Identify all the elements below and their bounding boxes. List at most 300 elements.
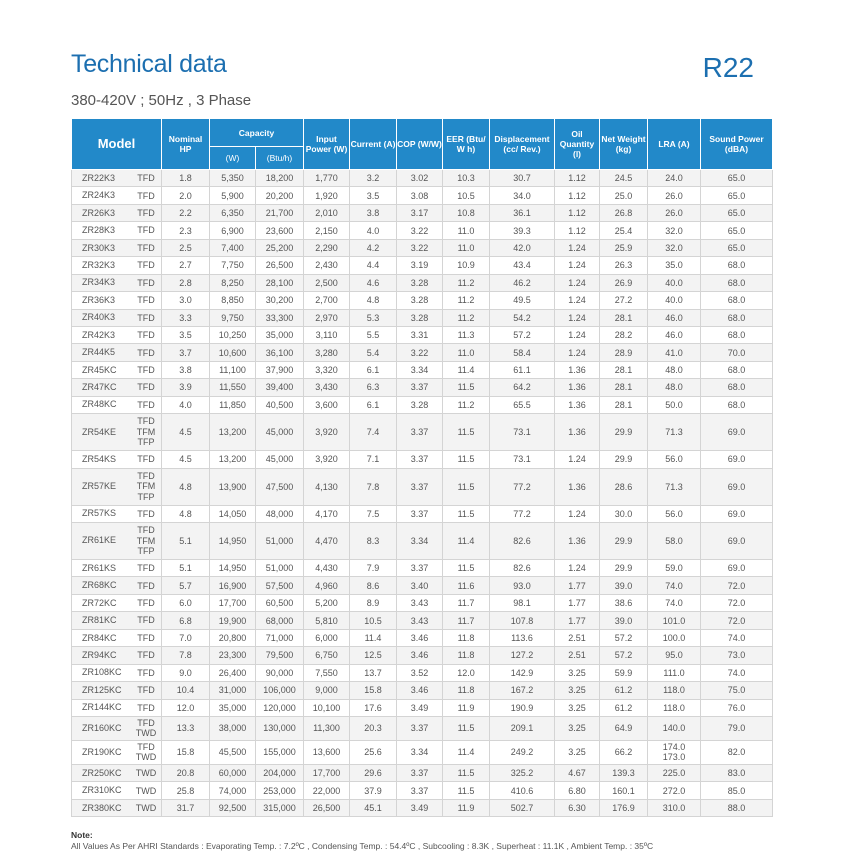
current-cell: 20.3 bbox=[350, 716, 397, 740]
lra-cell: 48.0 bbox=[648, 379, 701, 396]
nominal-hp-cell: 20.8 bbox=[162, 764, 210, 781]
sound-power-cell: 68.0 bbox=[701, 309, 773, 326]
net-weight-cell: 29.9 bbox=[600, 523, 648, 560]
oil-quantity-cell: 1.24 bbox=[555, 309, 600, 326]
nominal-hp-cell: 6.0 bbox=[162, 594, 210, 611]
sound-power-cell: 88.0 bbox=[701, 799, 773, 816]
current-cell: 37.9 bbox=[350, 782, 397, 799]
sound-power-cell: 65.0 bbox=[701, 222, 773, 239]
oil-quantity-cell: 1.36 bbox=[555, 379, 600, 396]
capacity-btu-cell: 79,500 bbox=[256, 647, 304, 664]
nominal-hp-cell: 13.3 bbox=[162, 716, 210, 740]
displacement-cell: 249.2 bbox=[490, 740, 555, 764]
cop-cell: 3.28 bbox=[397, 274, 443, 291]
eer-cell: 11.2 bbox=[443, 292, 490, 309]
input-power-cell: 2,700 bbox=[304, 292, 350, 309]
lra-cell: 46.0 bbox=[648, 326, 701, 343]
net-weight-cell: 64.9 bbox=[600, 716, 648, 740]
model-cell bbox=[72, 292, 162, 309]
lra-cell: 26.0 bbox=[648, 187, 701, 204]
oil-quantity-cell: 1.24 bbox=[555, 326, 600, 343]
oil-quantity-cell: 1.36 bbox=[555, 361, 600, 378]
displacement-cell: 82.6 bbox=[490, 560, 555, 577]
eer-cell: 11.9 bbox=[443, 699, 490, 716]
eer-cell: 11.5 bbox=[443, 505, 490, 522]
input-power-cell: 3,600 bbox=[304, 396, 350, 413]
model-name: ZR32K3 bbox=[82, 259, 116, 270]
cop-cell: 3.34 bbox=[397, 740, 443, 764]
input-power-cell: 3,280 bbox=[304, 344, 350, 361]
capacity-btu-cell: 106,000 bbox=[256, 682, 304, 699]
model-name: ZR380KC bbox=[82, 802, 122, 813]
lra-cell: 58.0 bbox=[648, 523, 701, 560]
eer-cell: 11.2 bbox=[443, 396, 490, 413]
nominal-hp-cell: 3.9 bbox=[162, 379, 210, 396]
oil-quantity-cell: 1.24 bbox=[555, 505, 600, 522]
displacement-cell: 64.2 bbox=[490, 379, 555, 396]
nominal-hp-cell: 3.0 bbox=[162, 292, 210, 309]
cop-cell: 3.49 bbox=[397, 799, 443, 816]
sound-power-cell: 73.0 bbox=[701, 647, 773, 664]
capacity-btu-cell: 120,000 bbox=[256, 699, 304, 716]
model-name: ZR310KC bbox=[82, 785, 122, 796]
input-power-cell: 4,470 bbox=[304, 523, 350, 560]
header-displacement: Displacement (cc/ Rev.) bbox=[490, 119, 555, 170]
oil-quantity-cell: 3.25 bbox=[555, 740, 600, 764]
model-cell bbox=[72, 682, 162, 699]
net-weight-cell: 25.9 bbox=[600, 239, 648, 256]
cop-cell: 3.37 bbox=[397, 505, 443, 522]
cop-cell: 3.52 bbox=[397, 664, 443, 681]
cop-cell: 3.37 bbox=[397, 764, 443, 781]
model-name: ZR144KC bbox=[82, 702, 122, 713]
cop-cell: 3.22 bbox=[397, 222, 443, 239]
sound-power-cell: 68.0 bbox=[701, 379, 773, 396]
current-cell: 4.0 bbox=[350, 222, 397, 239]
lra-cell: 74.0 bbox=[648, 577, 701, 594]
lra-cell: 118.0 bbox=[648, 682, 701, 699]
net-weight-cell: 57.2 bbox=[600, 629, 648, 646]
input-power-cell: 5,200 bbox=[304, 594, 350, 611]
net-weight-cell: 28.1 bbox=[600, 379, 648, 396]
lra-cell: 174.0 173.0 bbox=[648, 740, 701, 764]
displacement-cell: 43.4 bbox=[490, 257, 555, 274]
capacity-w-cell: 8,850 bbox=[210, 292, 256, 309]
input-power-cell: 2,430 bbox=[304, 257, 350, 274]
table-row bbox=[72, 523, 773, 560]
net-weight-cell: 28.1 bbox=[600, 396, 648, 413]
eer-cell: 11.4 bbox=[443, 523, 490, 560]
oil-quantity-cell: 4.67 bbox=[555, 764, 600, 781]
sound-power-cell: 82.0 bbox=[701, 740, 773, 764]
model-cell bbox=[72, 222, 162, 239]
current-cell: 6.1 bbox=[350, 396, 397, 413]
model-variant: TFD bbox=[137, 685, 155, 696]
capacity-btu-cell: 51,000 bbox=[256, 523, 304, 560]
sound-power-cell: 65.0 bbox=[701, 239, 773, 256]
capacity-w-cell: 9,750 bbox=[210, 309, 256, 326]
lra-cell: 310.0 bbox=[648, 799, 701, 816]
header-lra: LRA (A) bbox=[648, 119, 701, 170]
lra-cell: 35.0 bbox=[648, 257, 701, 274]
current-cell: 7.1 bbox=[350, 451, 397, 468]
model-variant: TFD bbox=[137, 295, 155, 306]
nominal-hp-cell: 3.8 bbox=[162, 361, 210, 378]
eer-cell: 11.5 bbox=[443, 451, 490, 468]
input-power-cell: 2,500 bbox=[304, 274, 350, 291]
current-cell: 29.6 bbox=[350, 764, 397, 781]
nominal-hp-cell: 1.8 bbox=[162, 170, 210, 187]
oil-quantity-cell: 1.12 bbox=[555, 170, 600, 187]
capacity-w-cell: 7,750 bbox=[210, 257, 256, 274]
capacity-w-cell: 20,800 bbox=[210, 629, 256, 646]
header-sound-power: Sound Power (dBA) bbox=[701, 119, 773, 170]
lra-cell: 32.0 bbox=[648, 222, 701, 239]
current-cell: 25.6 bbox=[350, 740, 397, 764]
capacity-btu-cell: 25,200 bbox=[256, 239, 304, 256]
capacity-w-cell: 19,900 bbox=[210, 612, 256, 629]
net-weight-cell: 160.1 bbox=[600, 782, 648, 799]
cop-cell: 3.31 bbox=[397, 326, 443, 343]
capacity-btu-cell: 21,700 bbox=[256, 204, 304, 221]
model-variant: TFD bbox=[137, 190, 155, 201]
net-weight-cell: 59.9 bbox=[600, 664, 648, 681]
current-cell: 4.2 bbox=[350, 239, 397, 256]
lra-cell: 71.3 bbox=[648, 414, 701, 451]
table-row bbox=[72, 577, 773, 594]
table-row bbox=[72, 716, 773, 740]
capacity-btu-cell: 47,500 bbox=[256, 468, 304, 505]
input-power-cell: 5,810 bbox=[304, 612, 350, 629]
nominal-hp-cell: 7.8 bbox=[162, 647, 210, 664]
model-variant: TFD bbox=[137, 702, 155, 713]
displacement-cell: 98.1 bbox=[490, 594, 555, 611]
eer-cell: 11.6 bbox=[443, 577, 490, 594]
oil-quantity-cell: 1.77 bbox=[555, 577, 600, 594]
capacity-w-cell: 14,950 bbox=[210, 560, 256, 577]
cop-cell: 3.28 bbox=[397, 292, 443, 309]
oil-quantity-cell: 1.24 bbox=[555, 292, 600, 309]
input-power-cell: 4,130 bbox=[304, 468, 350, 505]
model-cell bbox=[72, 326, 162, 343]
cop-cell: 3.37 bbox=[397, 379, 443, 396]
model-variant: TFD bbox=[137, 508, 155, 519]
table-row bbox=[72, 764, 773, 781]
nominal-hp-cell: 4.5 bbox=[162, 451, 210, 468]
eer-cell: 10.3 bbox=[443, 170, 490, 187]
current-cell: 3.5 bbox=[350, 187, 397, 204]
model-cell bbox=[72, 740, 162, 764]
input-power-cell: 2,150 bbox=[304, 222, 350, 239]
model-variant: TFD bbox=[137, 312, 155, 323]
capacity-w-cell: 26,400 bbox=[210, 664, 256, 681]
capacity-w-cell: 7,400 bbox=[210, 239, 256, 256]
net-weight-cell: 38.6 bbox=[600, 594, 648, 611]
model-cell bbox=[72, 187, 162, 204]
nominal-hp-cell: 2.5 bbox=[162, 239, 210, 256]
input-power-cell: 2,290 bbox=[304, 239, 350, 256]
net-weight-cell: 27.2 bbox=[600, 292, 648, 309]
capacity-w-cell: 14,050 bbox=[210, 505, 256, 522]
input-power-cell: 6,000 bbox=[304, 629, 350, 646]
capacity-btu-cell: 155,000 bbox=[256, 740, 304, 764]
nominal-hp-cell: 12.0 bbox=[162, 699, 210, 716]
model-variant: TFD TFM TFP bbox=[136, 525, 156, 557]
capacity-btu-cell: 90,000 bbox=[256, 664, 304, 681]
model-cell bbox=[72, 782, 162, 799]
model-cell bbox=[72, 414, 162, 451]
table-row bbox=[72, 664, 773, 681]
displacement-cell: 65.5 bbox=[490, 396, 555, 413]
cop-cell: 3.22 bbox=[397, 239, 443, 256]
input-power-cell: 3,920 bbox=[304, 414, 350, 451]
displacement-cell: 127.2 bbox=[490, 647, 555, 664]
lra-cell: 95.0 bbox=[648, 647, 701, 664]
table-row bbox=[72, 594, 773, 611]
input-power-cell: 1,920 bbox=[304, 187, 350, 204]
sound-power-cell: 68.0 bbox=[701, 396, 773, 413]
eer-cell: 11.5 bbox=[443, 379, 490, 396]
sound-power-cell: 74.0 bbox=[701, 664, 773, 681]
displacement-cell: 113.6 bbox=[490, 629, 555, 646]
sound-power-cell: 83.0 bbox=[701, 764, 773, 781]
current-cell: 11.4 bbox=[350, 629, 397, 646]
model-cell bbox=[72, 577, 162, 594]
oil-quantity-cell: 2.51 bbox=[555, 647, 600, 664]
model-name: ZR250KC bbox=[82, 767, 122, 778]
current-cell: 7.9 bbox=[350, 560, 397, 577]
eer-cell: 11.9 bbox=[443, 799, 490, 816]
oil-quantity-cell: 3.25 bbox=[555, 699, 600, 716]
net-weight-cell: 28.9 bbox=[600, 344, 648, 361]
capacity-btu-cell: 68,000 bbox=[256, 612, 304, 629]
model-name: ZR40K3 bbox=[82, 312, 116, 323]
cop-cell: 3.28 bbox=[397, 309, 443, 326]
header-input-power: Input Power (W) bbox=[304, 119, 350, 170]
table-row bbox=[72, 187, 773, 204]
model-name: ZR47KC bbox=[82, 382, 117, 393]
table-row bbox=[72, 239, 773, 256]
footnote bbox=[71, 830, 653, 852]
displacement-cell: 502.7 bbox=[490, 799, 555, 816]
net-weight-cell: 29.9 bbox=[600, 451, 648, 468]
cop-cell: 3.02 bbox=[397, 170, 443, 187]
table-row bbox=[72, 740, 773, 764]
cop-cell: 3.46 bbox=[397, 647, 443, 664]
net-weight-cell: 24.5 bbox=[600, 170, 648, 187]
eer-cell: 11.0 bbox=[443, 239, 490, 256]
eer-cell: 11.4 bbox=[443, 361, 490, 378]
displacement-cell: 93.0 bbox=[490, 577, 555, 594]
model-cell bbox=[72, 451, 162, 468]
model-name: ZR30K3 bbox=[82, 242, 116, 253]
table-row bbox=[72, 782, 773, 799]
nominal-hp-cell: 4.8 bbox=[162, 505, 210, 522]
displacement-cell: 49.5 bbox=[490, 292, 555, 309]
page-title: Technical data bbox=[71, 50, 227, 78]
capacity-w-cell: 74,000 bbox=[210, 782, 256, 799]
capacity-btu-cell: 35,000 bbox=[256, 326, 304, 343]
displacement-cell: 167.2 bbox=[490, 682, 555, 699]
table-row bbox=[72, 361, 773, 378]
cop-cell: 3.43 bbox=[397, 594, 443, 611]
lra-cell: 59.0 bbox=[648, 560, 701, 577]
lra-cell: 41.0 bbox=[648, 344, 701, 361]
capacity-btu-cell: 130,000 bbox=[256, 716, 304, 740]
net-weight-cell: 28.2 bbox=[600, 326, 648, 343]
eer-cell: 11.0 bbox=[443, 344, 490, 361]
net-weight-cell: 28.6 bbox=[600, 468, 648, 505]
eer-cell: 11.5 bbox=[443, 764, 490, 781]
nominal-hp-cell: 25.8 bbox=[162, 782, 210, 799]
cop-cell: 3.40 bbox=[397, 577, 443, 594]
displacement-cell: 73.1 bbox=[490, 414, 555, 451]
sound-power-cell: 74.0 bbox=[701, 629, 773, 646]
oil-quantity-cell: 1.36 bbox=[555, 468, 600, 505]
capacity-btu-cell: 37,900 bbox=[256, 361, 304, 378]
sound-power-cell: 68.0 bbox=[701, 274, 773, 291]
capacity-w-cell: 13,200 bbox=[210, 451, 256, 468]
oil-quantity-cell: 3.25 bbox=[555, 682, 600, 699]
displacement-cell: 77.2 bbox=[490, 468, 555, 505]
current-cell: 15.8 bbox=[350, 682, 397, 699]
header-nominal-hp: Nominal HP bbox=[162, 119, 210, 170]
model-name: ZR36K3 bbox=[82, 294, 116, 305]
net-weight-cell: 176.9 bbox=[600, 799, 648, 816]
sound-power-cell: 69.0 bbox=[701, 523, 773, 560]
oil-quantity-cell: 1.24 bbox=[555, 257, 600, 274]
table-row bbox=[72, 647, 773, 664]
displacement-cell: 325.2 bbox=[490, 764, 555, 781]
current-cell: 13.7 bbox=[350, 664, 397, 681]
model-cell bbox=[72, 664, 162, 681]
current-cell: 10.5 bbox=[350, 612, 397, 629]
lra-cell: 71.3 bbox=[648, 468, 701, 505]
model-name: ZR61KE bbox=[82, 535, 117, 546]
displacement-cell: 58.4 bbox=[490, 344, 555, 361]
nominal-hp-cell: 3.3 bbox=[162, 309, 210, 326]
current-cell: 5.5 bbox=[350, 326, 397, 343]
model-variant: TFD TFM TFP bbox=[136, 470, 156, 502]
displacement-cell: 73.1 bbox=[490, 451, 555, 468]
eer-cell: 11.5 bbox=[443, 782, 490, 799]
displacement-cell: 30.7 bbox=[490, 170, 555, 187]
table-row bbox=[72, 682, 773, 699]
current-cell: 4.8 bbox=[350, 292, 397, 309]
model-cell bbox=[72, 274, 162, 291]
model-variant: TFD bbox=[137, 242, 155, 253]
oil-quantity-cell: 1.77 bbox=[555, 594, 600, 611]
nominal-hp-cell: 3.5 bbox=[162, 326, 210, 343]
oil-quantity-cell: 1.12 bbox=[555, 222, 600, 239]
displacement-cell: 142.9 bbox=[490, 664, 555, 681]
table-row bbox=[72, 451, 773, 468]
displacement-cell: 39.3 bbox=[490, 222, 555, 239]
nominal-hp-cell: 10.4 bbox=[162, 682, 210, 699]
sound-power-cell: 85.0 bbox=[701, 782, 773, 799]
capacity-btu-cell: 57,500 bbox=[256, 577, 304, 594]
model-cell bbox=[72, 594, 162, 611]
model-name: ZR72KC bbox=[82, 597, 117, 608]
model-name: ZR24K3 bbox=[82, 190, 116, 201]
oil-quantity-cell: 1.24 bbox=[555, 344, 600, 361]
capacity-btu-cell: 20,200 bbox=[256, 187, 304, 204]
table-row bbox=[72, 257, 773, 274]
model-variant: TFD bbox=[137, 173, 155, 184]
cop-cell: 3.28 bbox=[397, 396, 443, 413]
capacity-btu-cell: 30,200 bbox=[256, 292, 304, 309]
capacity-w-cell: 17,700 bbox=[210, 594, 256, 611]
cop-cell: 3.37 bbox=[397, 716, 443, 740]
table-row bbox=[72, 396, 773, 413]
model-variant: TFD bbox=[137, 632, 155, 643]
eer-cell: 11.5 bbox=[443, 560, 490, 577]
model-name: ZR57KE bbox=[82, 480, 117, 491]
model-cell bbox=[72, 344, 162, 361]
model-cell bbox=[72, 257, 162, 274]
current-cell: 5.3 bbox=[350, 309, 397, 326]
displacement-cell: 54.2 bbox=[490, 309, 555, 326]
model-variant: TFD bbox=[137, 364, 155, 375]
capacity-w-cell: 5,900 bbox=[210, 187, 256, 204]
model-name: ZR57KS bbox=[82, 508, 117, 519]
cop-cell: 3.19 bbox=[397, 257, 443, 274]
cop-cell: 3.46 bbox=[397, 629, 443, 646]
model-name: ZR94KC bbox=[82, 649, 117, 660]
oil-quantity-cell: 1.36 bbox=[555, 523, 600, 560]
cop-cell: 3.37 bbox=[397, 560, 443, 577]
model-cell bbox=[72, 239, 162, 256]
table-row bbox=[72, 612, 773, 629]
model-name: ZR34K3 bbox=[82, 277, 116, 288]
nominal-hp-cell: 5.7 bbox=[162, 577, 210, 594]
table-row bbox=[72, 292, 773, 309]
table-row bbox=[72, 222, 773, 239]
displacement-cell: 209.1 bbox=[490, 716, 555, 740]
model-variant: TFD TWD bbox=[135, 717, 157, 739]
model-name: ZR61KS bbox=[82, 562, 117, 573]
capacity-btu-cell: 36,100 bbox=[256, 344, 304, 361]
oil-quantity-cell: 6.80 bbox=[555, 782, 600, 799]
model-variant: TFD bbox=[137, 454, 155, 465]
capacity-btu-cell: 40,500 bbox=[256, 396, 304, 413]
nominal-hp-cell: 2.0 bbox=[162, 187, 210, 204]
current-cell: 3.2 bbox=[350, 170, 397, 187]
displacement-cell: 46.2 bbox=[490, 274, 555, 291]
capacity-w-cell: 31,000 bbox=[210, 682, 256, 699]
model-name: ZR22K3 bbox=[82, 172, 116, 183]
model-cell bbox=[72, 361, 162, 378]
model-cell bbox=[72, 379, 162, 396]
net-weight-cell: 26.3 bbox=[600, 257, 648, 274]
oil-quantity-cell: 1.24 bbox=[555, 274, 600, 291]
cop-cell: 3.37 bbox=[397, 414, 443, 451]
eer-cell: 11.2 bbox=[443, 274, 490, 291]
sound-power-cell: 69.0 bbox=[701, 414, 773, 451]
model-name: ZR84KC bbox=[82, 632, 117, 643]
model-name: ZR26K3 bbox=[82, 207, 116, 218]
input-power-cell: 3,320 bbox=[304, 361, 350, 378]
input-power-cell: 6,750 bbox=[304, 647, 350, 664]
model-cell bbox=[72, 764, 162, 781]
input-power-cell: 2,970 bbox=[304, 309, 350, 326]
net-weight-cell: 26.8 bbox=[600, 204, 648, 221]
sound-power-cell: 68.0 bbox=[701, 292, 773, 309]
capacity-w-cell: 35,000 bbox=[210, 699, 256, 716]
header-capacity: Capacity bbox=[210, 119, 304, 147]
lra-cell: 40.0 bbox=[648, 274, 701, 291]
displacement-cell: 61.1 bbox=[490, 361, 555, 378]
